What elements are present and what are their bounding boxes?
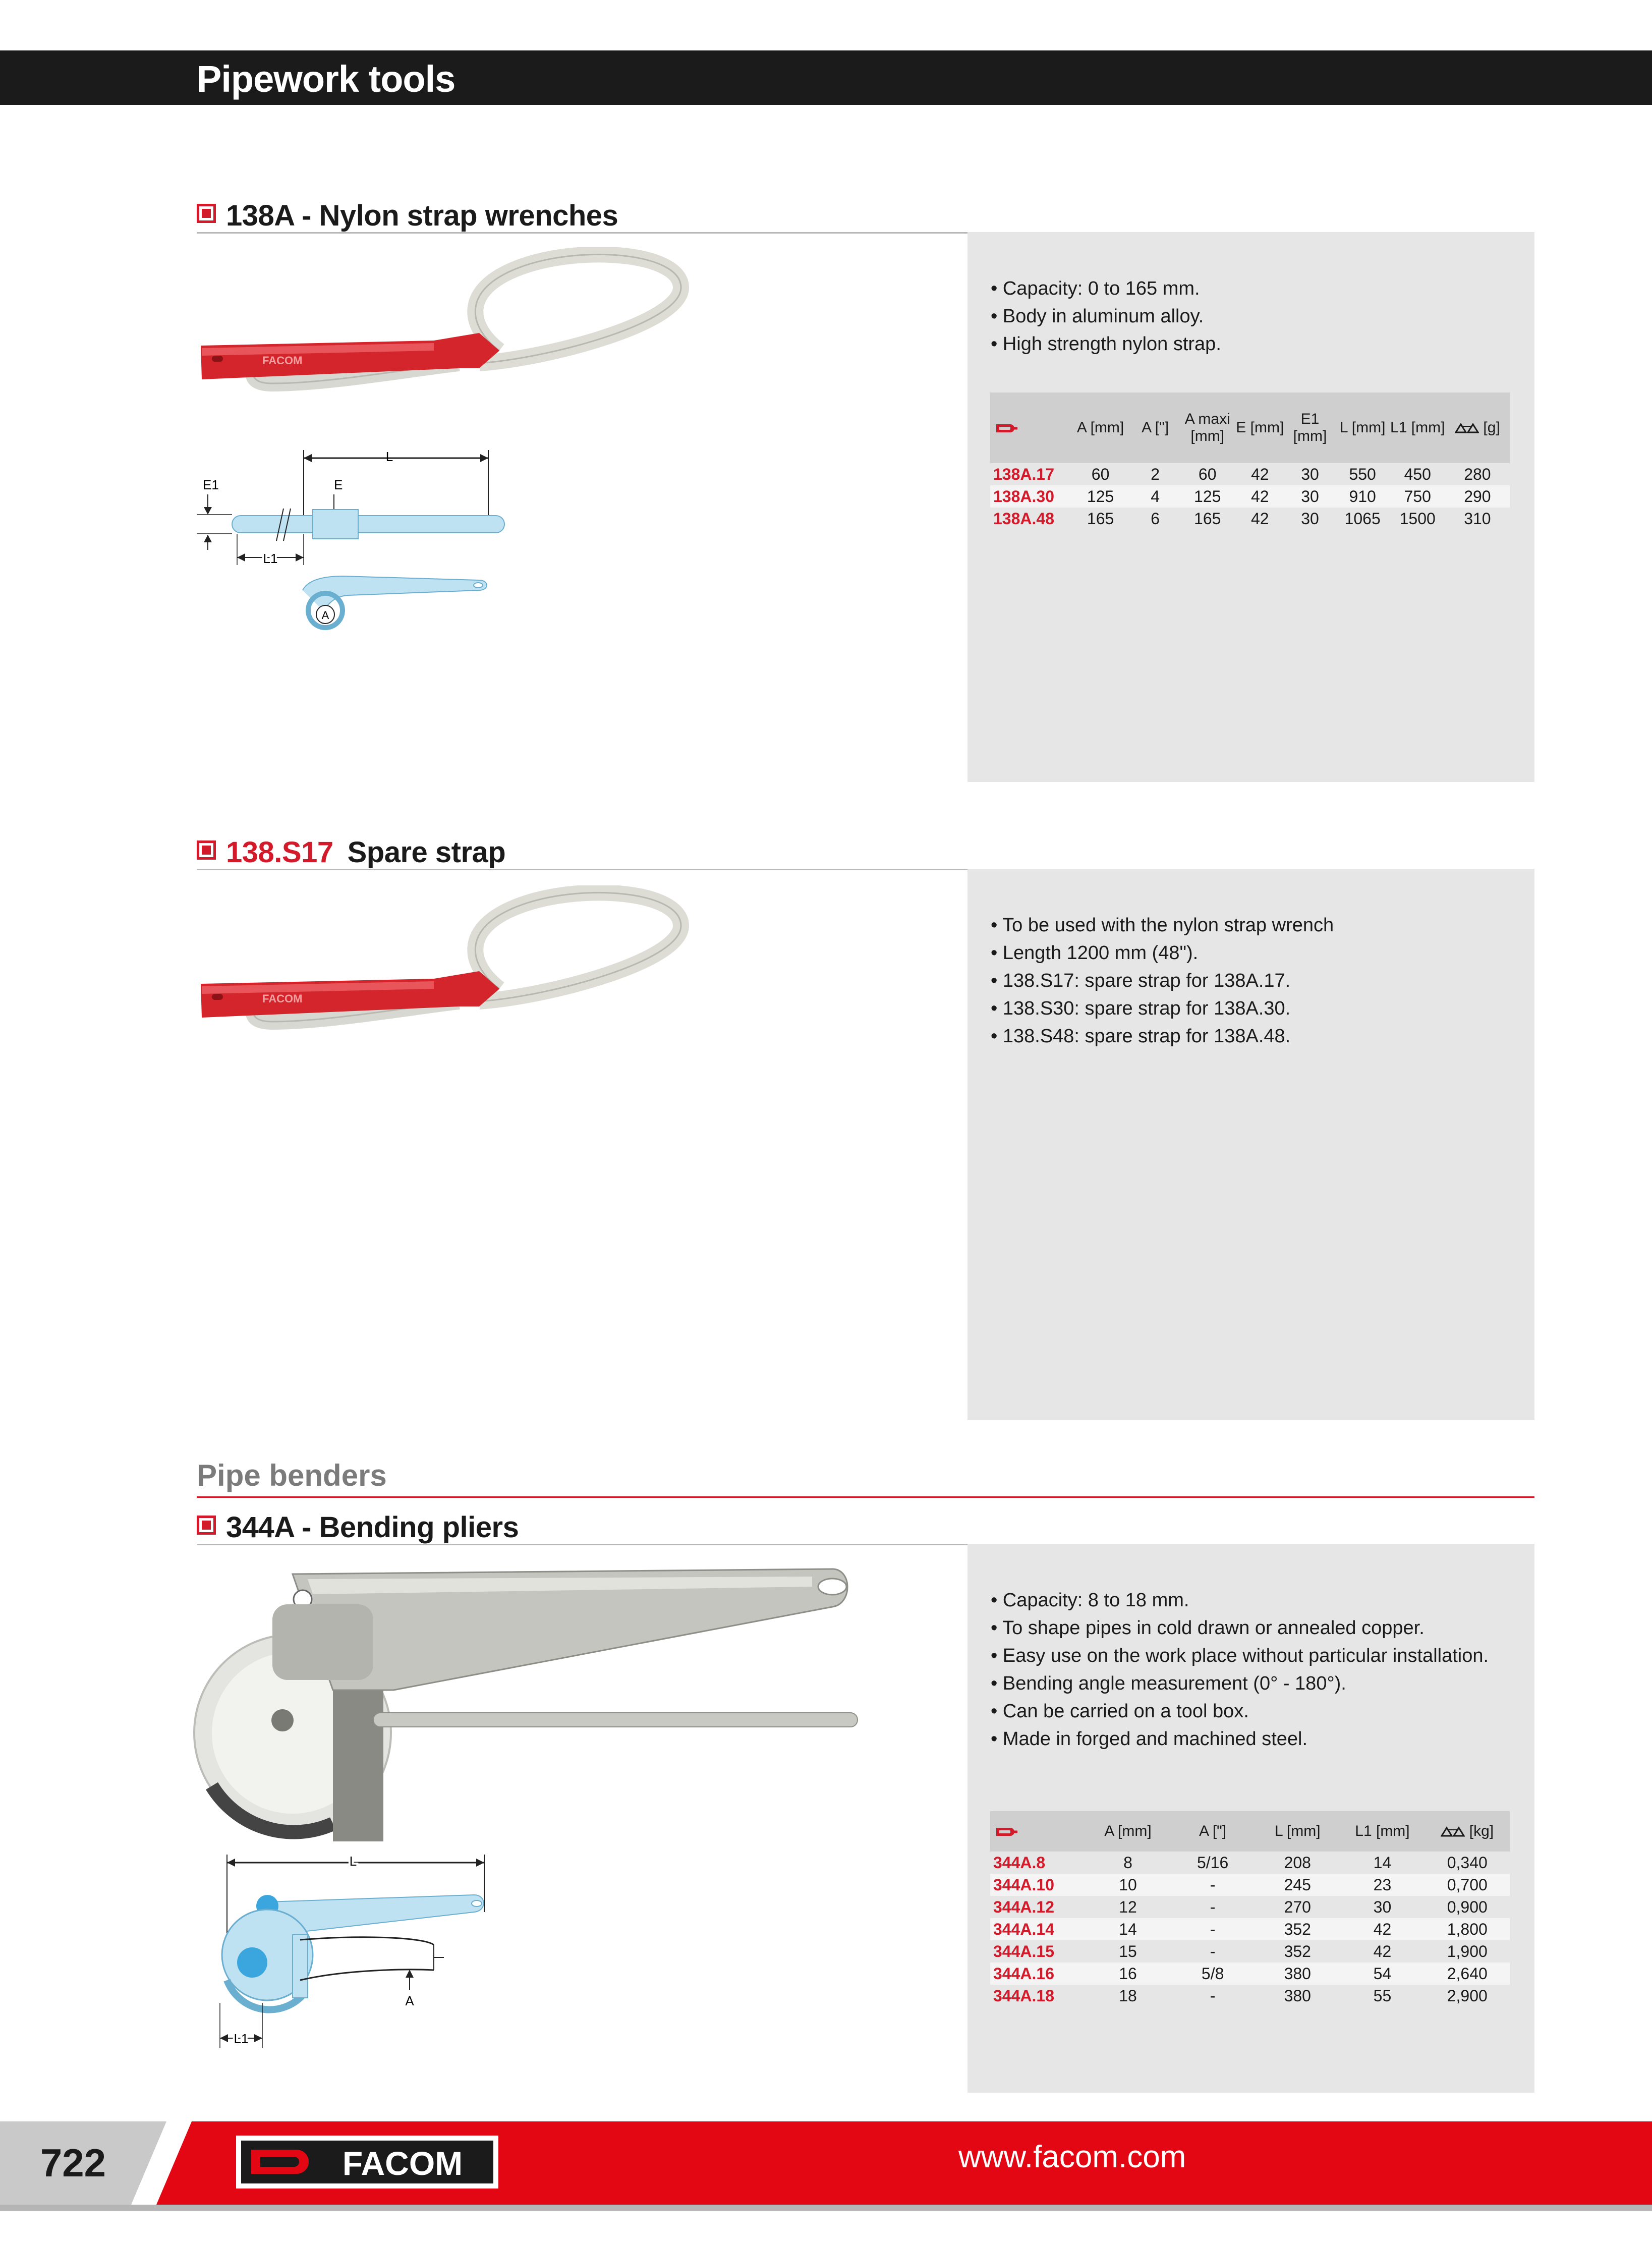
table-cell: -: [1210, 1987, 1216, 2005]
feature-item: • Bending angle measurement (0° - 180°).: [991, 1673, 1346, 1694]
table-cell: 1500: [1399, 510, 1436, 528]
table-cell: 165: [1194, 510, 1221, 528]
table-cell: 208: [1284, 1854, 1311, 1872]
table-cell: 23: [1340, 1874, 1425, 1896]
col-header: L [mm]: [1335, 392, 1390, 463]
table-cell: 5/8: [1170, 1962, 1255, 1985]
dim-label-a: A: [405, 1993, 414, 2008]
dim-label-e: E: [334, 477, 343, 492]
strap-wrench-photo: [197, 247, 701, 439]
feature-item: • 138.S17: spare strap for 138A.17.: [991, 970, 1291, 991]
strap-wrench-info-panel: [967, 232, 1534, 782]
table-cell: 1065: [1344, 510, 1381, 528]
table-row: [990, 1918, 1510, 1940]
feature-item: • Body in aluminum alloy.: [991, 306, 1204, 327]
product-code: 344A.15: [993, 1942, 1054, 1960]
spare-strap-info-panel: [967, 869, 1534, 1420]
col-header: L [mm]: [1255, 1811, 1340, 1852]
table-cell: 6: [1151, 510, 1160, 528]
product-code: 344A.14: [990, 1918, 1086, 1940]
feature-item: • Easy use on the work place without particular installation.: [991, 1645, 1489, 1666]
table-row: [990, 1896, 1510, 1918]
strap-wrench-spec-table: [990, 392, 1510, 530]
spare-strap-name: Spare strap: [347, 836, 506, 869]
section-title: 138A - Nylon strap wrenches: [226, 199, 618, 232]
facom-logo: [236, 2136, 498, 2189]
table-cell: 60: [1091, 465, 1110, 483]
table-cell: 0,900: [1447, 1898, 1488, 1916]
product-code: 138A.48: [993, 510, 1054, 528]
table-header-row: [990, 1811, 1510, 1852]
table-cell: 380: [1255, 1962, 1340, 1985]
table-cell: 5/16: [1197, 1854, 1229, 1872]
col-header: A [mm]: [1070, 392, 1130, 463]
section-header-strap-wrenches: [197, 197, 1534, 234]
page-title: Pipework tools: [197, 58, 455, 100]
table-cell: 60: [1198, 465, 1217, 483]
table-cell: 42: [1373, 1942, 1392, 1960]
table-cell: 450: [1404, 465, 1431, 483]
table-cell: 2,640: [1425, 1962, 1510, 1985]
table-cell: -: [1210, 1942, 1216, 1960]
bending-pliers-features: [991, 1587, 1489, 1753]
footer-url[interactable]: www.facom.com: [958, 2140, 1186, 2174]
svg-text:FACOM: FACOM: [262, 354, 303, 367]
bending-pliers-info-panel: [967, 1544, 1534, 2093]
table-cell: 245: [1255, 1874, 1340, 1896]
table-cell: 280: [1464, 465, 1491, 483]
product-code: 344A.12: [993, 1898, 1054, 1916]
product-code: 138A.17: [993, 465, 1054, 483]
table-cell: 750: [1390, 485, 1445, 508]
table-cell: 0,340: [1447, 1854, 1488, 1872]
table-cell: 0,700: [1425, 1874, 1510, 1896]
table-cell: 14: [1373, 1854, 1392, 1872]
table-cell: -: [1170, 1874, 1255, 1896]
table-cell: 42: [1340, 1918, 1425, 1940]
table-cell: 16: [1086, 1962, 1170, 1985]
table-cell: 12: [1119, 1898, 1137, 1916]
product-code: 344A.18: [993, 1987, 1054, 2005]
product-code: 344A.8: [993, 1854, 1046, 1872]
col-header: L1 [mm]: [1390, 392, 1445, 463]
code-arrow-icon: [990, 392, 1070, 463]
feature-item: • To be used with the nylon strap wrench: [991, 915, 1334, 936]
feature-item: • 138.S48: spare strap for 138A.48.: [991, 1026, 1291, 1047]
col-header: A maxi [mm]: [1180, 392, 1235, 463]
section-square-icon: [197, 204, 216, 223]
feature-item: • Length 1200 mm (48").: [991, 942, 1199, 964]
table-cell: 55: [1373, 1987, 1392, 2005]
section-header-spare-strap: [197, 833, 1534, 870]
table-cell: 380: [1284, 1987, 1311, 2005]
dim-label-l: L: [349, 1854, 357, 1869]
weight-scale-icon: [1441, 1826, 1465, 1838]
weight-scale-icon: [1455, 422, 1479, 434]
table-cell: 8: [1123, 1854, 1132, 1872]
table-row: [990, 1874, 1510, 1896]
bending-pliers-photo: [182, 1559, 868, 1841]
table-cell: 15: [1119, 1942, 1137, 1960]
product-code: 344A.10: [990, 1874, 1086, 1896]
svg-text:FACOM: FACOM: [262, 992, 303, 1005]
col-header: A ["]: [1170, 1811, 1255, 1852]
col-header: [g]: [1483, 419, 1500, 436]
dim-label-l1: L1: [263, 551, 278, 566]
col-header: A [mm]: [1086, 1811, 1170, 1852]
feature-item: • 138.S30: spare strap for 138A.30.: [991, 998, 1291, 1019]
group-title-pipe-benders: Pipe benders: [197, 1458, 1534, 1498]
table-cell: 270: [1284, 1898, 1311, 1916]
col-header: E [mm]: [1235, 392, 1285, 463]
table-cell: 54: [1340, 1962, 1425, 1985]
dim-label-l: L: [385, 449, 393, 464]
strap-wrench-diagram: [197, 444, 509, 636]
code-arrow-icon: [990, 1811, 1086, 1852]
dim-label-l1: L1: [234, 2031, 249, 2046]
page-header-bar: [0, 50, 1652, 105]
table-cell: 352: [1255, 1918, 1340, 1940]
dim-label-a: A: [321, 609, 329, 622]
table-cell: 1,800: [1425, 1918, 1510, 1940]
table-cell: 1,900: [1447, 1942, 1488, 1960]
table-cell: 14: [1086, 1918, 1170, 1940]
table-row: [990, 485, 1510, 508]
spare-strap-features: [991, 912, 1334, 1050]
weight-column-header: [1425, 1811, 1510, 1852]
spare-strap-photo: [197, 885, 701, 1077]
table-cell: 550: [1349, 465, 1376, 483]
brand-wordmark: FACOM: [342, 2145, 463, 2182]
product-code: 138A.30: [990, 485, 1070, 508]
table-cell: 30: [1285, 485, 1335, 508]
bending-pliers-diagram: [212, 1852, 515, 2063]
table-cell: -: [1170, 1918, 1255, 1940]
table-cell: 30: [1301, 510, 1319, 528]
col-header: E1 [mm]: [1285, 392, 1335, 463]
col-header: [kg]: [1469, 1823, 1494, 1839]
page-number: 722: [40, 2141, 106, 2185]
section-square-icon: [197, 840, 216, 860]
table-cell: 2: [1151, 465, 1160, 483]
table-cell: 910: [1335, 485, 1390, 508]
bending-pliers-spec-table: [990, 1811, 1510, 2007]
feature-item: • Made in forged and machined steel.: [991, 1728, 1308, 1750]
table-cell: 42: [1235, 485, 1285, 508]
table-row: [990, 1852, 1510, 1874]
table-row: [990, 1940, 1510, 1962]
table-cell: 4: [1130, 485, 1180, 508]
table-cell: -: [1210, 1898, 1216, 1916]
strap-wrench-features: [991, 275, 1221, 358]
section-header-bending-pliers: [197, 1508, 1534, 1545]
table-header-row: [990, 392, 1510, 463]
table-row: [990, 1962, 1510, 1985]
table-cell: 290: [1445, 485, 1510, 508]
table-row: [990, 1985, 1510, 2007]
product-code: 344A.16: [990, 1962, 1086, 1985]
footer-bottom-stripe: [0, 2205, 1652, 2211]
table-row: [990, 463, 1510, 485]
feature-item: • High strength nylon strap.: [991, 333, 1221, 355]
table-cell: 30: [1373, 1898, 1392, 1916]
table-cell: 2,900: [1447, 1987, 1488, 2005]
feature-item: • Can be carried on a tool box.: [991, 1701, 1249, 1722]
section-title: [226, 835, 505, 869]
table-cell: 125: [1070, 485, 1130, 508]
table-cell: 125: [1180, 485, 1235, 508]
weight-column-header: [1445, 392, 1510, 463]
feature-item: • Capacity: 8 to 18 mm.: [991, 1590, 1189, 1611]
feature-item: • To shape pipes in cold drawn or annealed copper.: [991, 1617, 1425, 1639]
table-row: [990, 508, 1510, 530]
table-cell: 10: [1086, 1874, 1170, 1896]
table-cell: 18: [1119, 1987, 1137, 2005]
feature-item: • Capacity: 0 to 165 mm.: [991, 278, 1200, 299]
table-cell: 352: [1284, 1942, 1311, 1960]
section-square-icon: [197, 1516, 216, 1535]
table-cell: 165: [1087, 510, 1114, 528]
col-header: L1 [mm]: [1340, 1811, 1425, 1852]
spare-strap-code: 138.S17: [226, 836, 333, 869]
table-cell: 42: [1251, 510, 1269, 528]
dim-label-e1: E1: [203, 477, 219, 492]
table-cell: 30: [1301, 465, 1319, 483]
section-title: 344A - Bending pliers: [226, 1511, 519, 1544]
col-header: A ["]: [1130, 392, 1180, 463]
table-cell: 310: [1464, 510, 1491, 528]
table-cell: 42: [1251, 465, 1269, 483]
